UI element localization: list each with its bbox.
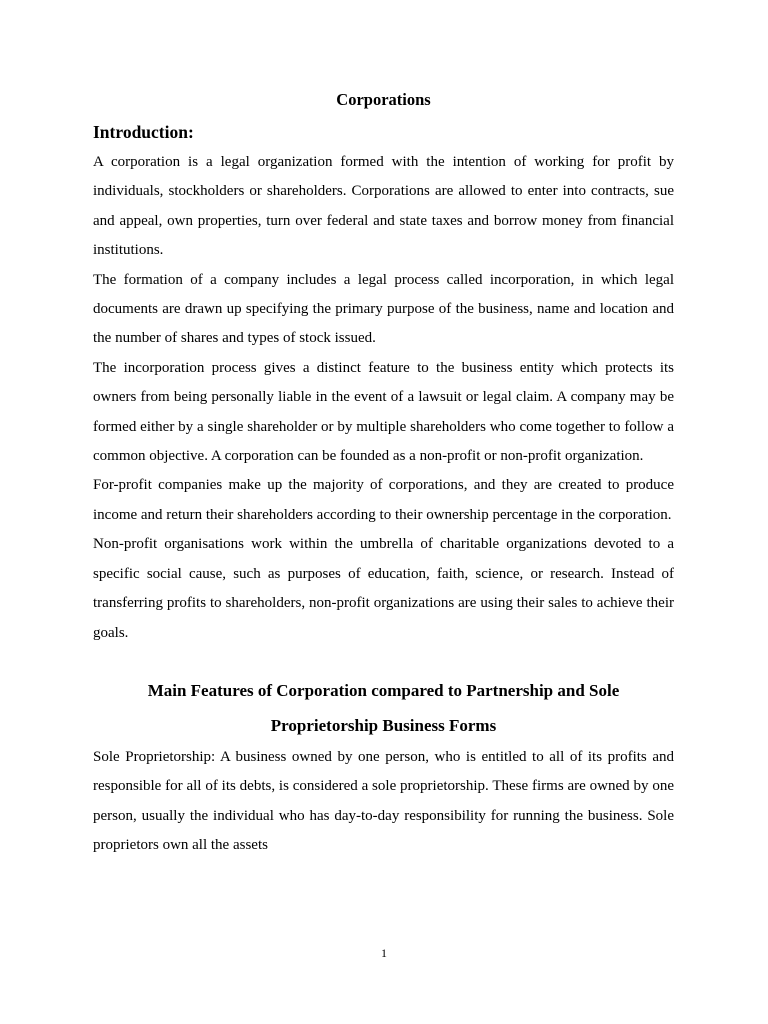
- page-title: Corporations: [336, 90, 431, 109]
- sole-proprietorship-paragraph: Sole Proprietorship: A business owned by one person, who is entitled to all of its profits and responsible for all of its debts, is considered a sole proprietorship. These firms are owned by one person, usually the individual who has day-to-day responsibility for running the business. Sole proprietors own all the assets: [93, 748, 674, 854]
- main-features-heading: Main Features of Corporation compared to Partnership and Sole Proprietorship Business Forms: [147, 680, 620, 735]
- page-number: 1: [381, 946, 387, 960]
- intro-paragraph: A corporation is a legal organization formed with the intention of working for profit by individuals, stockholders or shareholders. Corporations are allowed to enter into contracts, sue and appeal, own properties, turn over federal and state taxes and borrow money from financial institutions.: [93, 154, 674, 259]
- intro-paragraph: Non-profit organisations work within the umbrella of charitable organizations devoted to a specific social cause, such as purposes of education, faith, science, or research. Instead of transferring profits to shareholders, non-profit organizations are using their sales to achieve their goals.: [93, 536, 674, 641]
- intro-paragraph: The formation of a company includes a legal process called incorporation, in which legal documents are drawn up specifying the primary purpose of the business, name and location and the number of shares and types of stock issued.: [93, 271, 674, 347]
- intro-paragraph: The incorporation process gives a distinct feature to the business entity which protects its owners from being personally liable in the event of a lawsuit or legal claim. A company may be formed either by a single shareholder or by multiple shareholders who come together to follow a common objective. A corporation can be founded as a non-profit or non-profit organization.: [93, 359, 674, 465]
- intro-paragraph: For-profit companies make up the majority of corporations, and they are created to produce income and return their shareholders according to their ownership percentage in the corporation.: [93, 477, 674, 523]
- introduction-heading: Introduction:: [93, 122, 194, 142]
- document-page: [93, 84, 674, 861]
